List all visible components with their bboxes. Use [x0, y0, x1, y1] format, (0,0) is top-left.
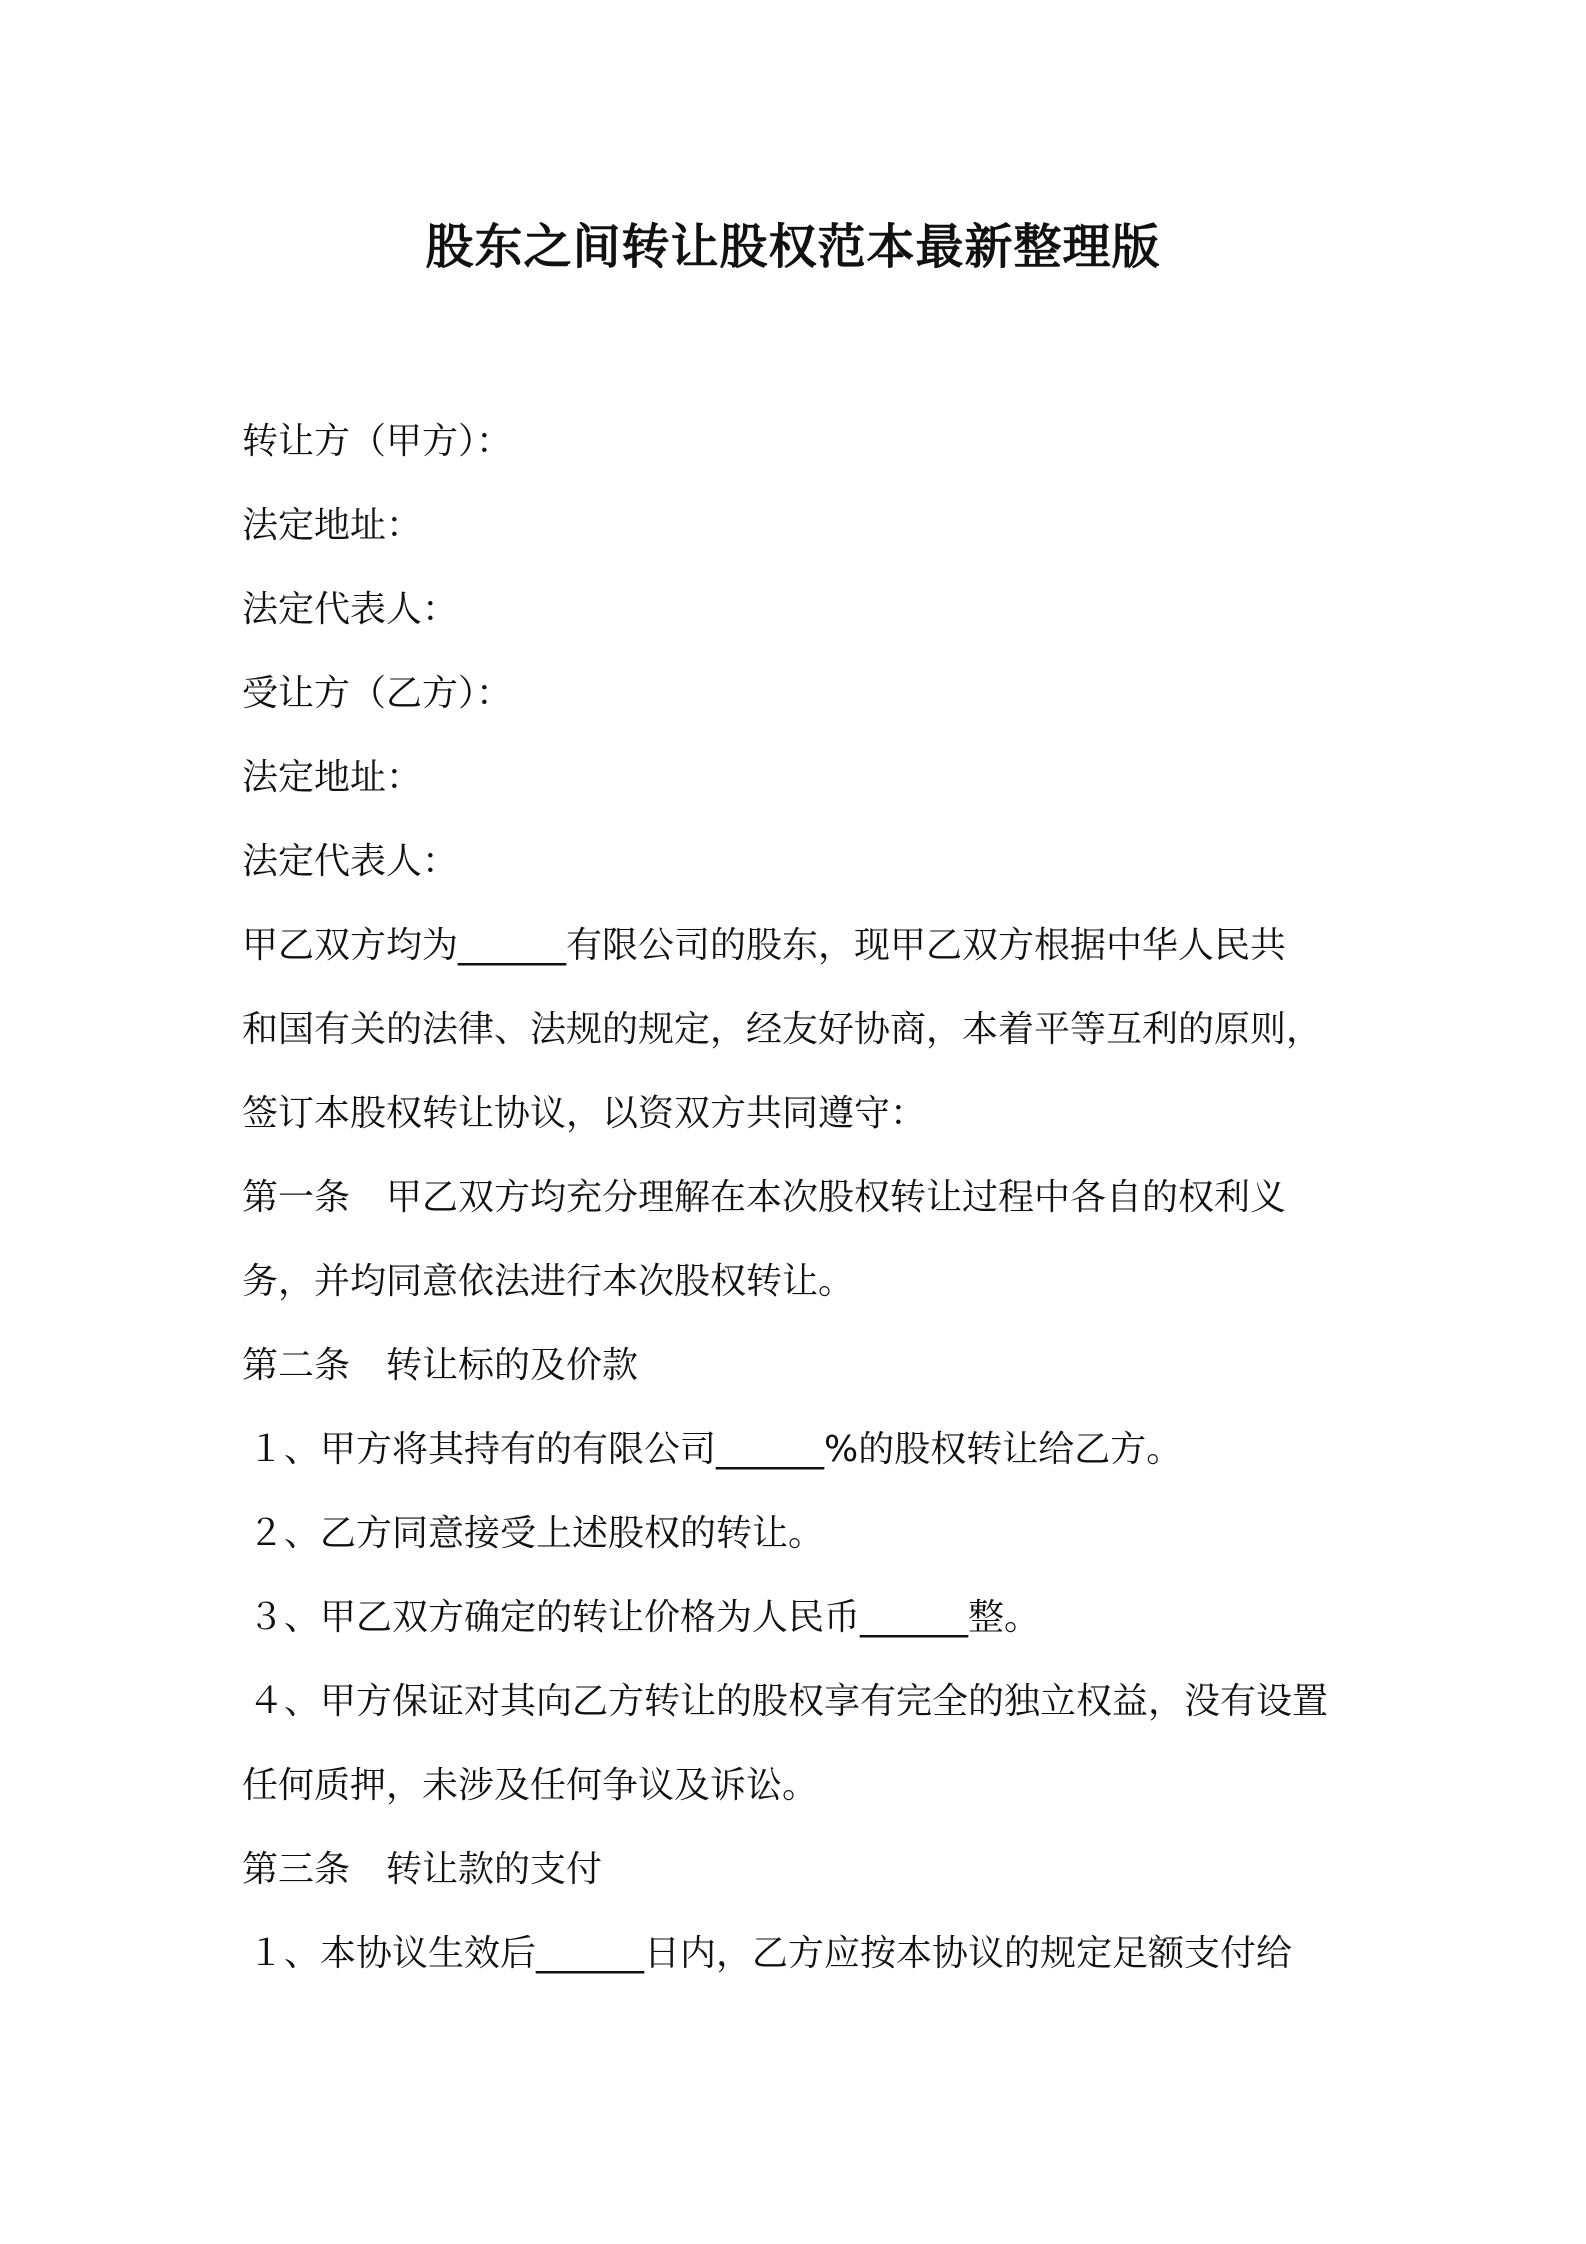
- party-b-representative-label: 法定代表人：: [242, 841, 459, 882]
- preamble-line-1: 甲乙双方均为______有限公司的股东，现甲乙双方根据中华人民共: [242, 925, 1287, 966]
- article-1-line-1: 第一条 甲乙双方均充分理解在本次股权转让过程中各自的权利义: [242, 1177, 1287, 1218]
- article-2-item-1: １、甲方将其持有的有限公司______%的股权转让给乙方。: [248, 1429, 1183, 1470]
- article-3-item-1: １、本协议生效后______日内，乙方应按本协议的规定足额支付给: [248, 1933, 1293, 1974]
- article-2-item-4-line-1: ４、甲方保证对其向乙方转让的股权享有完全的独立权益，没有设置: [248, 1681, 1329, 1722]
- article-2-heading: 第二条 转让标的及价款: [242, 1345, 639, 1386]
- article-2-item-2: ２、乙方同意接受上述股权的转让。: [248, 1513, 825, 1554]
- document-title: 股东之间转让股权范本最新整理版: [425, 219, 1161, 275]
- party-a-address-label: 法定地址：: [242, 505, 423, 546]
- preamble-line-2: 和国有关的法律、法规的规定，经友好协商，本着平等互利的原则，: [242, 1009, 1323, 1050]
- party-a-label: 转让方（甲方）：: [242, 421, 513, 462]
- article-3-heading: 第三条 转让款的支付: [242, 1849, 603, 1890]
- party-a-representative-label: 法定代表人：: [242, 589, 459, 630]
- party-b-address-label: 法定地址：: [242, 757, 423, 798]
- party-b-label: 受让方（乙方）：: [242, 673, 513, 714]
- article-1-line-2: 务，并均同意依法进行本次股权转让。: [242, 1261, 855, 1302]
- article-2-item-4-line-2: 任何质押，未涉及任何争议及诉讼。: [242, 1765, 819, 1806]
- article-2-item-3: ３、甲乙双方确定的转让价格为人民币______整。: [248, 1597, 1041, 1638]
- preamble-line-3: 签订本股权转让协议，以资双方共同遵守：: [242, 1093, 927, 1134]
- document-body: [242, 400, 1362, 1996]
